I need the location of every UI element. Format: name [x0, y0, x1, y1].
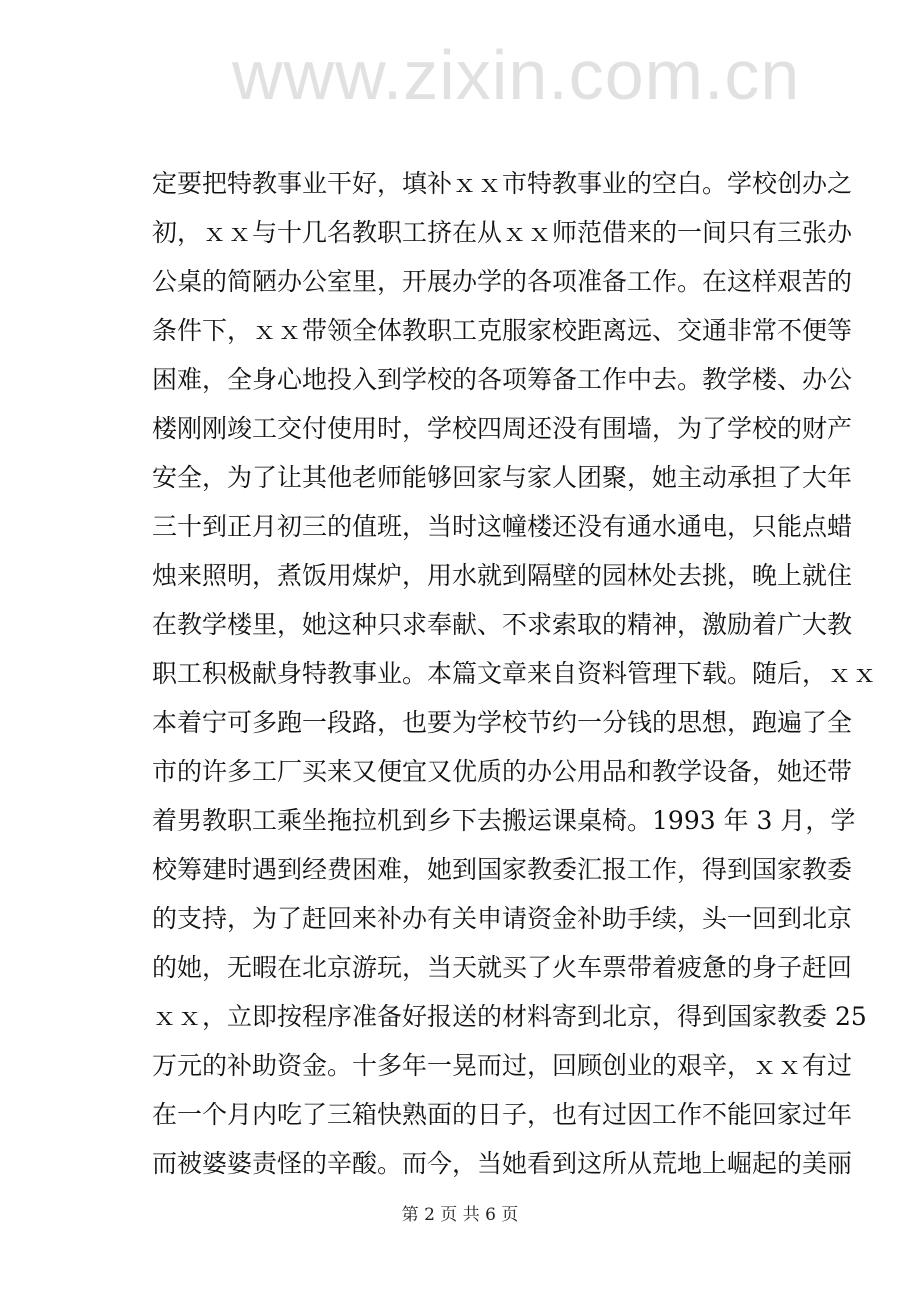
text-line: 烛来照明，煮饭用煤炉，用水就到隔壁的园林处去挑，晚上就住 — [152, 561, 853, 590]
text-line: 的她，无暇在北京游玩，当天就买了火车票带着疲惫的身子赶回 — [152, 953, 853, 982]
page-footer: 第 2 页 共 6 页 — [401, 1205, 519, 1225]
text-line: ｘｘ，立即按程序准备好报送的材料寄到北京，得到国家教委 25 — [152, 1002, 867, 1031]
text-line: 在教学楼里，她这种只求奉献、不求索取的精神，激励着广大教 — [152, 610, 853, 639]
text-line: 定要把特教事业干好，填补ｘｘ市特教事业的空白。学校创办之 — [152, 169, 853, 198]
text-line: 着男教职工乘坐拖拉机到乡下去搬运课桌椅。1993 年 3 月，学 — [152, 806, 856, 835]
text-line: 困难，全身心地投入到学校的各项筹备工作中去。教学楼、办公 — [152, 365, 853, 394]
text-line: 万元的补助资金。十多年一晃而过，回顾创业的艰辛，ｘｘ有过 — [152, 1051, 853, 1080]
text-line: 本着宁可多跑一段路，也要为学校节约一分钱的思想，跑遍了全 — [152, 708, 853, 737]
text-line: 楼刚刚竣工交付使用时，学校四周还没有围墙，为了学校的财产 — [152, 414, 853, 443]
text-line: 的支持，为了赶回来补办有关申请资金补助手续，头一回到北京 — [152, 904, 853, 933]
watermark: www.zixin.com.cn — [232, 36, 801, 114]
text-line: 在一个月内吃了三箱快熟面的日子，也有过因工作不能回家过年 — [152, 1100, 853, 1129]
text-line: 校筹建时遇到经费困难，她到国家教委汇报工作，得到国家教委 — [152, 855, 853, 884]
text-line: 条件下，ｘｘ带领全体教职工克服家校距离远、交通非常不便等 — [152, 316, 853, 345]
text-line: 而被婆婆责怪的辛酸。而今，当她看到这所从荒地上崛起的美丽 — [152, 1149, 853, 1178]
text-line: 市的许多工厂买来又便宜又优质的办公用品和教学设备，她还带 — [152, 757, 853, 786]
text-line: 职工积极献身特教事业。本篇文章来自资料管理下载。随后，ｘｘ — [152, 659, 878, 688]
text-line: 三十到正月初三的值班，当时这幢楼还没有通水通电，只能点蜡 — [152, 512, 853, 541]
document-body — [152, 159, 878, 1188]
text-line: 公桌的简陋办公室里，开展办学的各项准备工作。在这样艰苦的 — [152, 267, 853, 296]
text-line: 初，ｘｘ与十几名教职工挤在从ｘｘ师范借来的一间只有三张办 — [152, 218, 853, 247]
text-line: 安全，为了让其他老师能够回家与家人团聚，她主动承担了大年 — [152, 463, 853, 492]
